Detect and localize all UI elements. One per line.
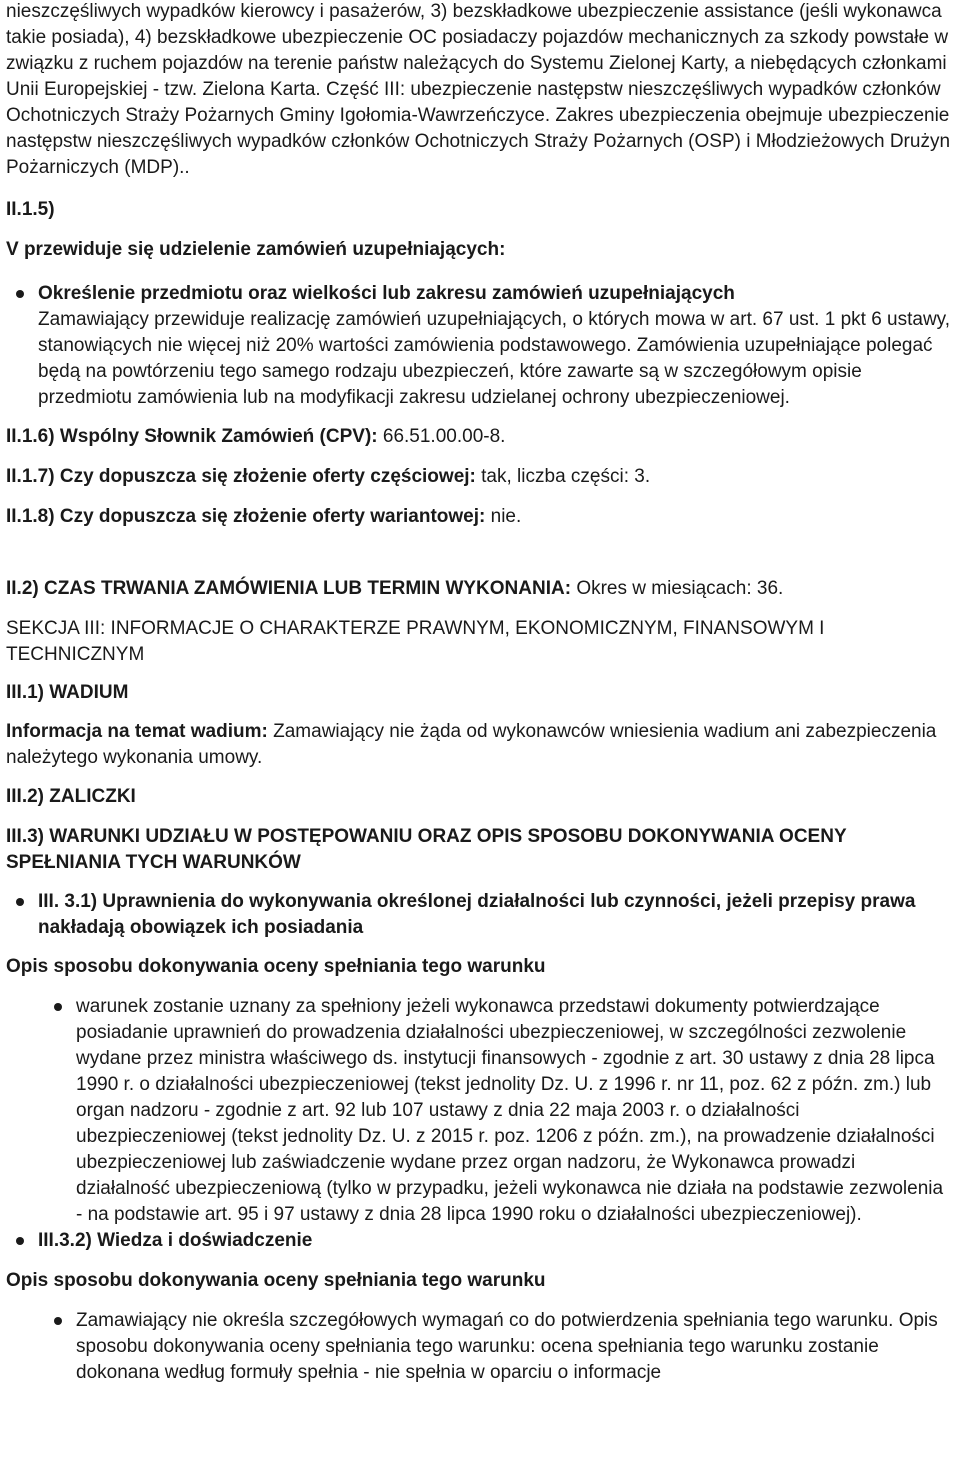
list-item xyxy=(6,281,954,411)
partial-offer-value: tak, liczba części: 3. xyxy=(475,466,651,487)
partial-offer-label: II.1.7) Czy dopuszcza się złożenie oferty częściowej: xyxy=(6,466,476,487)
item1-bullets xyxy=(6,994,954,1228)
section-ii-1-7 xyxy=(6,464,954,490)
item1-subheading: Opis sposobu dokonywania oceny spełniania tego warunku xyxy=(6,956,546,977)
section-iii-3-list-1 xyxy=(6,889,954,941)
wadium-label: Informacja na temat wadium: xyxy=(6,721,268,742)
intro-paragraph: nieszczęśliwych wypadków kierowcy i pasażerów, 3) bezskładkowe ubezpieczenie assistance (jeśli wykonawca takie posiada), 4) bezskładkowe ubezpieczenie OC posiadaczy pojazdów mechanicznych za szkody powstałe w związku z ruchem pojazdów na terenie państw należących do Systemu Zielonej Karty, a niebędących członkami Unii Europejskiej - tzw. Zielona Karta. Część III: ubezpieczenie następstw nieszczęśliwych wypadków członków Ochotniczych Straży Pożarnych Gminy Igołomia-Wawrzeńczyce. Zakres ubezpieczenia obejmuje ubezpieczenie następstw nieszczęśliwych wypadków członków Ochotniczych Straży Pożarnych (OSP) i Młodzieżowych Drużyn Pożarniczych (MDP).. xyxy=(6,1,951,178)
bullet-text: Zamawiający przewiduje realizację zamówień uzupełniających, o których mowa w art. 67 ust. 1 pkt 6 ustawy, stanowiących nie więcej niż 20% wartości zamówienia podstawowego. Zamówienia uzupełniające polegać będą na powtórzeniu tego samego rodzaju ubezpieczeń, które zawarte są w szczegółowym opisie przedmiotu zamówienia lub na modyfikacji zakresu udzielanej ochrony ubezpieczeniowej. xyxy=(38,309,951,408)
section-iii-2-heading: III.2) ZALICZKI xyxy=(6,786,136,807)
section-ii-2 xyxy=(6,576,954,602)
list-item: III.3.2) Wiedza i doświadczenie xyxy=(6,1228,954,1254)
section-iii-1-heading: III.1) WADIUM xyxy=(6,682,129,703)
section-iii-3-list-2 xyxy=(6,1228,954,1254)
cpv-value: 66.51.00.00-8. xyxy=(377,426,506,447)
item2-bullets xyxy=(6,1308,954,1386)
item2-subheading: Opis sposobu dokonywania oceny spełniania tego warunku xyxy=(6,1270,546,1291)
list-item: warunek zostanie uznany za spełniony jeżeli wykonawca przedstawi dokumenty potwierdzające posiadanie uprawnień do prowadzenia działalności ubezpieczeniowej, w szczególności zezwolenie wydane przez ministra właściwego ds. instytucji finansowych - zgodnie z art. 30 ustawy z dnia 28 lipca 1990 r. o działalności ubezpieczeniowej (tekst jednolity Dz. U. z 1996 r. nr 11, poz. 62 z późn. zm.) lub organ nadzoru - zgodnie z art. 92 lub 107 ustawy z dnia 22 maja 2003 r. o działalności ubezpieczeniowej (tekst jednolity Dz. U. z 2015 r. poz. 1206 z późn. zm.), na prowadzenie działalności ubezpieczeniowej lub zaświadczenie wydane przez organ nadzoru, że Wykonawca prowadzi działalność ubezpieczeniową (tylko w przypadku, jeżeli wykonawca nie działa na podstawie zezwolenia - na podstawie art. 95 i 97 ustawy z dnia 28 lipca 1990 roku o działalności ubezpieczeniowej). xyxy=(6,994,954,1228)
section-iii-3-heading: III.3) WARUNKI UDZIAŁU W POSTĘPOWANIU ORAZ OPIS SPOSOBU DOKONYWANIA OCENY SPEŁNIANIA TYCH WARUNKÓW xyxy=(6,826,847,873)
cpv-label: II.1.6) Wspólny Słownik Zamówień (CPV): xyxy=(6,426,378,447)
list-item: III. 3.1) Uprawnienia do wykonywania określonej działalności lub czynności, jeżeli przepisy prawa nakładają obowiązek ich posiadania xyxy=(6,889,954,941)
section-ii-1-5-list xyxy=(6,281,954,411)
section-ii-1-8 xyxy=(6,504,954,530)
section-ii-1-5-number: II.1.5) xyxy=(6,199,55,220)
section-ii-1-6 xyxy=(6,424,954,450)
wadium-value: Zamawiający nie żąda od wykonawców wniesienia wadium ani zabezpieczenia należytego wykonania umowy. xyxy=(6,721,937,768)
duration-label: II.2) CZAS TRWANIA ZAMÓWIENIA LUB TERMIN WYKONANIA: xyxy=(6,578,572,599)
bullet-title: Określenie przedmiotu oraz wielkości lub zakresu zamówień uzupełniających xyxy=(38,283,735,304)
variant-offer-value: nie. xyxy=(485,506,522,527)
section-ii-1-5-heading: V przewiduje się udzielenie zamówień uzupełniających: xyxy=(6,239,506,260)
duration-value: Okres w miesiącach: 36. xyxy=(571,578,784,599)
section-iii-title: SEKCJA III: INFORMACJE O CHARAKTERZE PRAWNYM, EKONOMICZNYM, FINANSOWYM I TECHNICZNYM xyxy=(6,618,825,665)
variant-offer-label: II.1.8) Czy dopuszcza się złożenie oferty wariantowej: xyxy=(6,506,486,527)
list-item: Zamawiający nie określa szczegółowych wymagań co do potwierdzenia spełniania tego warunku. Opis sposobu dokonywania oceny spełniania tego warunku: ocena spełniania tego warunku zostanie dokonana według formuły spełnia - nie spełnia w oparciu o informacje xyxy=(6,1308,954,1386)
section-iii-1-info xyxy=(6,719,954,771)
